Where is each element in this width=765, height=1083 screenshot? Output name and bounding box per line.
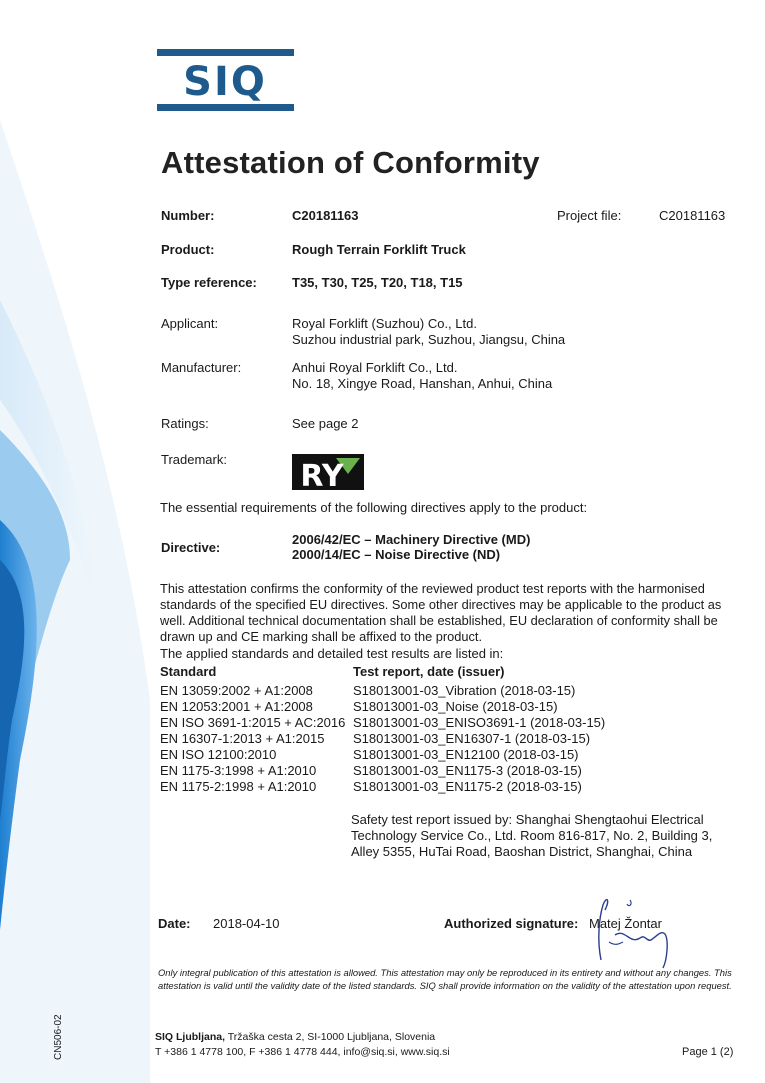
trademark-label: Trademark:	[161, 452, 227, 467]
directive-line1: 2006/42/EC – Machinery Directive (MD)	[292, 532, 531, 547]
product-value: Rough Terrain Forklift Truck	[292, 242, 466, 257]
page-title: Attestation of Conformity	[161, 145, 540, 180]
manufacturer-line2: No. 18, Xingye Road, Hanshan, Anhui, China	[292, 376, 553, 391]
safety-report-line3: Alley 5355, HuTai Road, Baoshan District, Shanghai, China	[351, 844, 693, 859]
siq-logo-text: SIQ	[183, 59, 267, 105]
date-label: Date:	[158, 916, 191, 931]
page-number: Page 1 (2)	[682, 1046, 734, 1058]
table-row-standard: EN ISO 3691-1:2015 + AC:2016	[160, 715, 346, 730]
table-row-report: S18013001-03_Noise (2018-03-15)	[353, 699, 558, 714]
type-reference-value: T35, T30, T25, T20, T18, T15	[292, 275, 463, 290]
manufacturer-label: Manufacturer:	[161, 360, 242, 375]
conformity-paragraph: This attestation confirms the conformity of the reviewed product test reports with the harmonised standards of the specified EU directives. Some other directives may be applicable to the product as well. Additional technical documentation shall be established, EU declaration of conformity shall be drawn up and CE marking shall be affixed to the product.	[160, 581, 722, 644]
trademark-logo	[292, 454, 364, 490]
footer-company: SIQ Ljubljana,	[155, 1031, 226, 1043]
disclaimer-text: Only integral publication of this attestation is allowed. This attestation may only be reproduced in its entirety and without any changes. This attestation is valid until the validity date of the listed standards. SIQ shall provide information on the validity of the attestation upon request.	[158, 967, 732, 991]
product-label: Product:	[161, 242, 215, 257]
directive-line2: 2000/14/EC – Noise Directive (ND)	[292, 547, 501, 562]
project-file-label: Project file:	[557, 208, 622, 223]
footer-street: Tržaška cesta 2, SI-1000 Ljubljana, Slovenia	[225, 1031, 436, 1043]
document-code: CN506-02	[53, 1014, 64, 1060]
date-value: 2018-04-10	[213, 916, 280, 931]
siq-logo	[157, 49, 294, 111]
directive-label: Directive:	[161, 540, 221, 555]
report-column-header: Test report, date (issuer)	[353, 664, 505, 679]
essential-requirements-text: The essential requirements of the following directives apply to the product:	[160, 500, 588, 515]
table-row-standard: EN 1175-2:1998 + A1:2010	[160, 779, 317, 794]
table-row-report: S18013001-03_EN1175-3 (2018-03-15)	[353, 763, 582, 778]
applicant-label: Applicant:	[161, 316, 219, 331]
safety-report-line1: Safety test report issued by: Shanghai Shengtaohui Electrical	[351, 812, 704, 827]
ratings-value: See page 2	[292, 416, 359, 431]
safety-report-line2: Technology Service Co., Ltd. Room 816-817, No. 2, Building 3,	[351, 828, 713, 843]
standard-column-header: Standard	[160, 664, 217, 679]
number-label: Number:	[161, 208, 215, 223]
trademark-logo-text: RY	[300, 459, 344, 490]
applicant-line2: Suzhou industrial park, Suzhou, Jiangsu, China	[292, 332, 566, 347]
number-value: C20181163	[292, 208, 359, 223]
table-row-report: S18013001-03_Vibration (2018-03-15)	[353, 683, 576, 698]
applied-standards-text: The applied standards and detailed test results are listed in:	[160, 646, 504, 661]
ratings-label: Ratings:	[161, 416, 209, 431]
handwritten-signature	[585, 890, 685, 970]
table-row-report: S18013001-03_EN1175-2 (2018-03-15)	[353, 779, 582, 794]
table-row-standard: EN 16307-1:2013 + A1:2015	[160, 731, 325, 746]
applicant-line1: Royal Forklift (Suzhou) Co., Ltd.	[292, 316, 477, 331]
footer-address	[155, 1031, 435, 1043]
table-row-report: S18013001-03_EN12100 (2018-03-15)	[353, 747, 579, 762]
table-row-standard: EN ISO 12100:2010	[160, 747, 277, 762]
manufacturer-line1: Anhui Royal Forklift Co., Ltd.	[292, 360, 458, 375]
table-row-report: S18013001-03_EN16307-1 (2018-03-15)	[353, 731, 591, 746]
signatory-name: Matej Žontar	[589, 916, 662, 931]
table-row-standard: EN 1175-3:1998 + A1:2010	[160, 763, 317, 778]
footer-contact: T +386 1 4778 100, F +386 1 4778 444, info@siq.si, www.siq.si	[155, 1046, 450, 1058]
table-row-standard: EN 13059:2002 + A1:2008	[160, 683, 313, 698]
table-row-standard: EN 12053:2001 + A1:2008	[160, 699, 313, 714]
table-row-report: S18013001-03_ENISO3691-1 (2018-03-15)	[353, 715, 606, 730]
signature-label: Authorized signature:	[444, 916, 579, 931]
project-file-value: C20181163	[659, 208, 726, 223]
type-reference-label: Type reference:	[161, 275, 257, 290]
